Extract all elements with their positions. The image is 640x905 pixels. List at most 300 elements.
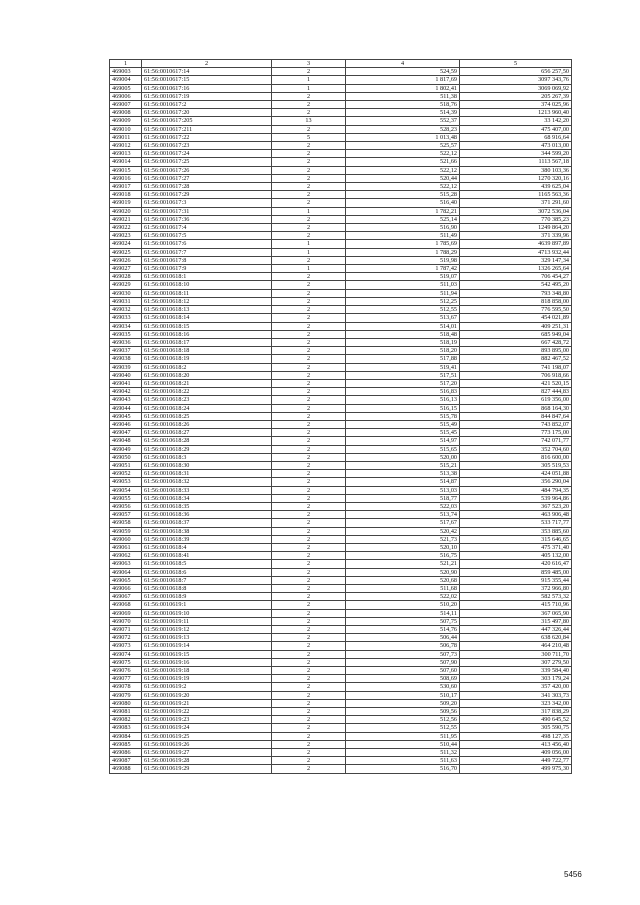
area-cell: 512,25 <box>346 297 460 305</box>
value-cell: 539 964,86 <box>460 494 572 502</box>
column-header-1: 1 <box>110 60 142 68</box>
table-row <box>110 675 572 683</box>
table-row <box>110 634 572 642</box>
table-row <box>110 609 572 617</box>
count-cell: 1 <box>272 76 346 84</box>
area-cell: 511,38 <box>346 92 460 100</box>
area-cell: 514,87 <box>346 478 460 486</box>
area-cell: 511,49 <box>346 232 460 240</box>
table-row <box>110 117 572 125</box>
cadastral-number-cell: 61:56:0010617:211 <box>142 125 272 133</box>
count-cell: 2 <box>272 363 346 371</box>
area-cell: 522,12 <box>346 183 460 191</box>
table-row <box>110 716 572 724</box>
area-cell: 1 785,69 <box>346 240 460 248</box>
row-number-cell: 469082 <box>110 716 142 724</box>
cadastral-number-cell: 61:56:0010618:8 <box>142 585 272 593</box>
value-cell: 353 885,60 <box>460 527 572 535</box>
cadastral-number-cell: 61:56:0010618:26 <box>142 420 272 428</box>
table-row <box>110 420 572 428</box>
cadastral-number-cell: 61:56:0010618:13 <box>142 306 272 314</box>
value-cell: 3069 069,92 <box>460 84 572 92</box>
table-row <box>110 248 572 256</box>
row-number-cell: 469008 <box>110 109 142 117</box>
row-number-cell: 469085 <box>110 740 142 748</box>
cadastral-number-cell: 61:56:0010619:29 <box>142 765 272 773</box>
count-cell: 2 <box>272 224 346 232</box>
area-cell: 520,10 <box>346 543 460 551</box>
value-cell: 344 599,20 <box>460 150 572 158</box>
cadastral-number-cell: 61:56:0010618:4 <box>142 543 272 551</box>
count-cell: 2 <box>272 634 346 642</box>
cadastral-number-cell: 61:56:0010617:31 <box>142 207 272 215</box>
cadastral-number-cell: 61:56:0010618:28 <box>142 437 272 445</box>
value-cell: 329 147,34 <box>460 256 572 264</box>
value-cell: 773 175,00 <box>460 429 572 437</box>
area-cell: 520,90 <box>346 568 460 576</box>
area-cell: 513,38 <box>346 470 460 478</box>
cadastral-number-cell: 61:56:0010618:33 <box>142 486 272 494</box>
cadastral-number-cell: 61:56:0010619:11 <box>142 617 272 625</box>
table-row <box>110 461 572 469</box>
row-number-cell: 469026 <box>110 256 142 264</box>
row-number-cell: 469010 <box>110 125 142 133</box>
cadastral-number-cell: 61:56:0010617:8 <box>142 256 272 264</box>
row-number-cell: 469004 <box>110 76 142 84</box>
value-cell: 816 600,00 <box>460 453 572 461</box>
value-cell: 706 918,66 <box>460 371 572 379</box>
area-cell: 516,40 <box>346 199 460 207</box>
page-number: 5456 <box>564 870 582 879</box>
table-row <box>110 273 572 281</box>
table-row <box>110 297 572 305</box>
area-cell: 530,60 <box>346 683 460 691</box>
count-cell: 2 <box>272 724 346 732</box>
area-cell: 522,03 <box>346 502 460 510</box>
table-row <box>110 224 572 232</box>
cadastral-number-cell: 61:56:0010619:12 <box>142 626 272 634</box>
row-number-cell: 469074 <box>110 650 142 658</box>
value-cell: 533 717,77 <box>460 519 572 527</box>
area-cell: 514,01 <box>346 322 460 330</box>
value-cell: 339 584,40 <box>460 667 572 675</box>
row-number-cell: 469012 <box>110 142 142 150</box>
value-cell: 498 127,35 <box>460 732 572 740</box>
area-cell: 522,12 <box>346 150 460 158</box>
cadastral-number-cell: 61:56:0010619:18 <box>142 667 272 675</box>
table-row <box>110 749 572 757</box>
cadastral-number-cell: 61:56:0010617:27 <box>142 174 272 182</box>
count-cell: 2 <box>272 560 346 568</box>
row-number-cell: 469068 <box>110 601 142 609</box>
area-cell: 515,21 <box>346 461 460 469</box>
cadastral-number-cell: 61:56:0010619:10 <box>142 609 272 617</box>
count-cell: 13 <box>272 117 346 125</box>
table-body <box>110 68 572 773</box>
value-cell: 374 025,96 <box>460 101 572 109</box>
area-cell: 515,45 <box>346 429 460 437</box>
area-cell: 507,73 <box>346 650 460 658</box>
area-cell: 519,41 <box>346 363 460 371</box>
value-cell: 380 103,36 <box>460 166 572 174</box>
value-cell: 372 966,80 <box>460 585 572 593</box>
cadastral-number-cell: 61:56:0010617:22 <box>142 133 272 141</box>
value-cell: 827 444,83 <box>460 388 572 396</box>
area-cell: 519,07 <box>346 273 460 281</box>
table-row <box>110 306 572 314</box>
row-number-cell: 469060 <box>110 535 142 543</box>
value-cell: 447 326,44 <box>460 626 572 634</box>
row-number-cell: 469080 <box>110 699 142 707</box>
area-cell: 518,48 <box>346 330 460 338</box>
row-number-cell: 469045 <box>110 412 142 420</box>
value-cell: 844 847,64 <box>460 412 572 420</box>
table-row <box>110 502 572 510</box>
count-cell: 2 <box>272 396 346 404</box>
cadastral-number-cell: 61:56:0010617:9 <box>142 265 272 273</box>
table-row <box>110 740 572 748</box>
count-cell: 1 <box>272 84 346 92</box>
table-row <box>110 379 572 387</box>
value-cell: 463 906,48 <box>460 511 572 519</box>
area-cell: 522,12 <box>346 166 460 174</box>
count-cell: 2 <box>272 765 346 773</box>
cadastral-number-cell: 61:56:0010617:15 <box>142 76 272 84</box>
column-header-5: 5 <box>460 60 572 68</box>
row-number-cell: 469052 <box>110 470 142 478</box>
cadastral-number-cell: 61:56:0010618:5 <box>142 560 272 568</box>
table-row <box>110 371 572 379</box>
value-cell: 770 385,23 <box>460 215 572 223</box>
cadastral-number-cell: 61:56:0010617:205 <box>142 117 272 125</box>
area-cell: 511,68 <box>346 585 460 593</box>
area-cell: 1 782,21 <box>346 207 460 215</box>
count-cell: 2 <box>272 338 346 346</box>
cadastral-number-cell: 61:56:0010618:12 <box>142 297 272 305</box>
row-number-cell: 469007 <box>110 101 142 109</box>
count-cell: 2 <box>272 379 346 387</box>
value-cell: 638 620,84 <box>460 634 572 642</box>
area-cell: 521,66 <box>346 158 460 166</box>
table-row <box>110 207 572 215</box>
count-cell: 2 <box>272 142 346 150</box>
area-cell: 516,13 <box>346 396 460 404</box>
count-cell: 2 <box>272 535 346 543</box>
area-cell: 1 788,29 <box>346 248 460 256</box>
row-number-cell: 469065 <box>110 576 142 584</box>
area-cell: 525,57 <box>346 142 460 150</box>
area-cell: 516,75 <box>346 552 460 560</box>
cadastral-number-cell: 61:56:0010618:9 <box>142 593 272 601</box>
count-cell: 2 <box>272 355 346 363</box>
area-cell: 522,02 <box>346 593 460 601</box>
table-row <box>110 174 572 182</box>
area-cell: 518,76 <box>346 101 460 109</box>
count-cell: 2 <box>272 543 346 551</box>
value-cell: 473 013,00 <box>460 142 572 150</box>
cadastral-number-cell: 61:56:0010617:16 <box>142 84 272 92</box>
area-cell: 513,03 <box>346 486 460 494</box>
value-cell: 323 342,00 <box>460 699 572 707</box>
row-number-cell: 469021 <box>110 215 142 223</box>
area-cell: 509,56 <box>346 708 460 716</box>
area-cell: 520,68 <box>346 576 460 584</box>
value-cell: 315 497,80 <box>460 617 572 625</box>
count-cell: 2 <box>272 92 346 100</box>
row-number-cell: 469031 <box>110 297 142 305</box>
count-cell: 2 <box>272 691 346 699</box>
table-row <box>110 240 572 248</box>
row-number-cell: 469063 <box>110 560 142 568</box>
row-number-cell: 469055 <box>110 494 142 502</box>
area-cell: 520,42 <box>346 527 460 535</box>
table-row <box>110 560 572 568</box>
count-cell: 2 <box>272 125 346 133</box>
count-cell: 2 <box>272 519 346 527</box>
value-cell: 793 348,80 <box>460 289 572 297</box>
area-cell: 506,44 <box>346 634 460 642</box>
count-cell: 2 <box>272 658 346 666</box>
table-row <box>110 281 572 289</box>
count-cell: 2 <box>272 749 346 757</box>
cadastral-number-cell: 61:56:0010618:39 <box>142 535 272 543</box>
row-number-cell: 469048 <box>110 437 142 445</box>
table-row <box>110 363 572 371</box>
column-header-4: 4 <box>346 60 460 68</box>
table-row <box>110 215 572 223</box>
count-cell: 5 <box>272 133 346 141</box>
cadastral-number-cell: 61:56:0010617:28 <box>142 183 272 191</box>
count-cell: 2 <box>272 420 346 428</box>
table-row <box>110 183 572 191</box>
row-number-cell: 469061 <box>110 543 142 551</box>
cadastral-number-cell: 61:56:0010618:22 <box>142 388 272 396</box>
area-cell: 509,20 <box>346 699 460 707</box>
area-cell: 514,97 <box>346 437 460 445</box>
count-cell: 2 <box>272 527 346 535</box>
cadastral-number-cell: 61:56:0010619:22 <box>142 708 272 716</box>
count-cell: 2 <box>272 601 346 609</box>
cadastral-number-cell: 61:56:0010618:18 <box>142 347 272 355</box>
table-row <box>110 125 572 133</box>
table-row <box>110 601 572 609</box>
row-number-cell: 469016 <box>110 174 142 182</box>
count-cell: 2 <box>272 683 346 691</box>
value-cell: 490 645,52 <box>460 716 572 724</box>
cadastral-number-cell: 61:56:0010618:6 <box>142 568 272 576</box>
count-cell: 2 <box>272 68 346 76</box>
cadastral-number-cell: 61:56:0010618:38 <box>142 527 272 535</box>
area-cell: 514,76 <box>346 626 460 634</box>
value-cell: 303 179,24 <box>460 675 572 683</box>
value-cell: 305 590,75 <box>460 724 572 732</box>
cadastral-number-cell: 61:56:0010619:2 <box>142 683 272 691</box>
area-cell: 1 817,69 <box>346 76 460 84</box>
count-cell: 1 <box>272 207 346 215</box>
count-cell: 2 <box>272 281 346 289</box>
row-number-cell: 469020 <box>110 207 142 215</box>
value-cell: 439 625,04 <box>460 183 572 191</box>
value-cell: 743 852,07 <box>460 420 572 428</box>
table-row <box>110 68 572 76</box>
column-header-2: 2 <box>142 60 272 68</box>
row-number-cell: 469003 <box>110 68 142 76</box>
cadastral-number-cell: 61:56:0010617:19 <box>142 92 272 100</box>
value-cell: 449 722,77 <box>460 757 572 765</box>
area-cell: 517,20 <box>346 379 460 387</box>
value-cell: 859 485,00 <box>460 568 572 576</box>
value-cell: 776 595,50 <box>460 306 572 314</box>
cadastral-number-cell: 61:56:0010617:25 <box>142 158 272 166</box>
count-cell: 2 <box>272 412 346 420</box>
area-cell: 511,03 <box>346 281 460 289</box>
cadastral-number-cell: 61:56:0010618:29 <box>142 445 272 453</box>
value-cell: 1270 320,16 <box>460 174 572 182</box>
row-number-cell: 469084 <box>110 732 142 740</box>
value-cell: 4713 932,44 <box>460 248 572 256</box>
cadastral-number-cell: 61:56:0010617:29 <box>142 191 272 199</box>
count-cell: 2 <box>272 576 346 584</box>
row-number-cell: 469046 <box>110 420 142 428</box>
row-number-cell: 469009 <box>110 117 142 125</box>
area-cell: 519,98 <box>346 256 460 264</box>
value-cell: 415 710,96 <box>460 601 572 609</box>
table-row <box>110 322 572 330</box>
area-cell: 507,60 <box>346 667 460 675</box>
count-cell: 2 <box>272 215 346 223</box>
table-row <box>110 191 572 199</box>
cadastral-number-cell: 61:56:0010619:19 <box>142 675 272 683</box>
area-cell: 506,78 <box>346 642 460 650</box>
count-cell: 2 <box>272 667 346 675</box>
value-cell: 315 646,65 <box>460 535 572 543</box>
row-number-cell: 469083 <box>110 724 142 732</box>
table-row <box>110 429 572 437</box>
cadastral-number-cell: 61:56:0010618:24 <box>142 404 272 412</box>
count-cell: 2 <box>272 470 346 478</box>
value-cell: 582 573,32 <box>460 593 572 601</box>
row-number-cell: 469011 <box>110 133 142 141</box>
cadastral-number-cell: 61:56:0010618:7 <box>142 576 272 584</box>
value-cell: 1249 864,20 <box>460 224 572 232</box>
area-cell: 510,44 <box>346 740 460 748</box>
table-row <box>110 404 572 412</box>
value-cell: 741 198,07 <box>460 363 572 371</box>
cadastral-number-cell: 61:56:0010618:25 <box>142 412 272 420</box>
table-row <box>110 552 572 560</box>
row-number-cell: 469047 <box>110 429 142 437</box>
table-row <box>110 412 572 420</box>
value-cell: 413 456,40 <box>460 740 572 748</box>
cadastral-number-cell: 61:56:0010618:36 <box>142 511 272 519</box>
count-cell: 2 <box>272 511 346 519</box>
table-row <box>110 667 572 675</box>
area-cell: 511,32 <box>346 749 460 757</box>
count-cell: 2 <box>272 347 346 355</box>
table-row <box>110 724 572 732</box>
table-row <box>110 289 572 297</box>
count-cell: 2 <box>272 174 346 182</box>
count-cell: 2 <box>272 273 346 281</box>
cadastral-number-cell: 61:56:0010619:20 <box>142 691 272 699</box>
row-number-cell: 469078 <box>110 683 142 691</box>
cadastral-number-cell: 61:56:0010618:41 <box>142 552 272 560</box>
count-cell: 1 <box>272 265 346 273</box>
row-number-cell: 469088 <box>110 765 142 773</box>
row-number-cell: 469044 <box>110 404 142 412</box>
table-row <box>110 527 572 535</box>
area-cell: 511,95 <box>346 732 460 740</box>
value-cell: 3072 536,04 <box>460 207 572 215</box>
table-row <box>110 199 572 207</box>
table-row <box>110 445 572 453</box>
row-number-cell: 469017 <box>110 183 142 191</box>
table-row <box>110 576 572 584</box>
cadastral-number-cell: 61:56:0010619:28 <box>142 757 272 765</box>
row-number-cell: 469038 <box>110 355 142 363</box>
cadastral-number-cell: 61:56:0010617:24 <box>142 150 272 158</box>
row-number-cell: 469064 <box>110 568 142 576</box>
area-cell: 511,94 <box>346 289 460 297</box>
value-cell: 405 132,00 <box>460 552 572 560</box>
count-cell: 2 <box>272 371 346 379</box>
table-row <box>110 338 572 346</box>
row-number-cell: 469041 <box>110 379 142 387</box>
row-number-cell: 469030 <box>110 289 142 297</box>
table-row <box>110 568 572 576</box>
area-cell: 515,78 <box>346 412 460 420</box>
value-cell: 205 267,39 <box>460 92 572 100</box>
count-cell: 2 <box>272 150 346 158</box>
table-row <box>110 158 572 166</box>
count-cell: 2 <box>272 388 346 396</box>
cadastral-number-cell: 61:56:0010618:32 <box>142 478 272 486</box>
row-number-cell: 469039 <box>110 363 142 371</box>
table-row <box>110 92 572 100</box>
count-cell: 2 <box>272 109 346 117</box>
value-cell: 307 279,50 <box>460 658 572 666</box>
table-row <box>110 511 572 519</box>
row-number-cell: 469040 <box>110 371 142 379</box>
area-cell: 516,15 <box>346 404 460 412</box>
count-cell: 2 <box>272 429 346 437</box>
cadastral-number-cell: 61:56:0010618:21 <box>142 379 272 387</box>
value-cell: 1326 265,64 <box>460 265 572 273</box>
table-row <box>110 757 572 765</box>
table-row <box>110 765 572 773</box>
row-number-cell: 469079 <box>110 691 142 699</box>
row-number-cell: 469050 <box>110 453 142 461</box>
value-cell: 915 355,44 <box>460 576 572 584</box>
cadastral-number-cell: 61:56:0010617:6 <box>142 240 272 248</box>
count-cell: 2 <box>272 478 346 486</box>
row-number-cell: 469054 <box>110 486 142 494</box>
value-cell: 484 794,35 <box>460 486 572 494</box>
cadastral-number-cell: 61:56:0010618:23 <box>142 396 272 404</box>
row-number-cell: 469005 <box>110 84 142 92</box>
table-row <box>110 642 572 650</box>
value-cell: 352 704,60 <box>460 445 572 453</box>
count-cell: 2 <box>272 330 346 338</box>
value-cell: 818 858,00 <box>460 297 572 305</box>
row-number-cell: 469037 <box>110 347 142 355</box>
area-cell: 515,65 <box>346 445 460 453</box>
area-cell: 518,77 <box>346 494 460 502</box>
row-number-cell: 469015 <box>110 166 142 174</box>
value-cell: 685 949,04 <box>460 330 572 338</box>
row-number-cell: 469036 <box>110 338 142 346</box>
table-row <box>110 84 572 92</box>
